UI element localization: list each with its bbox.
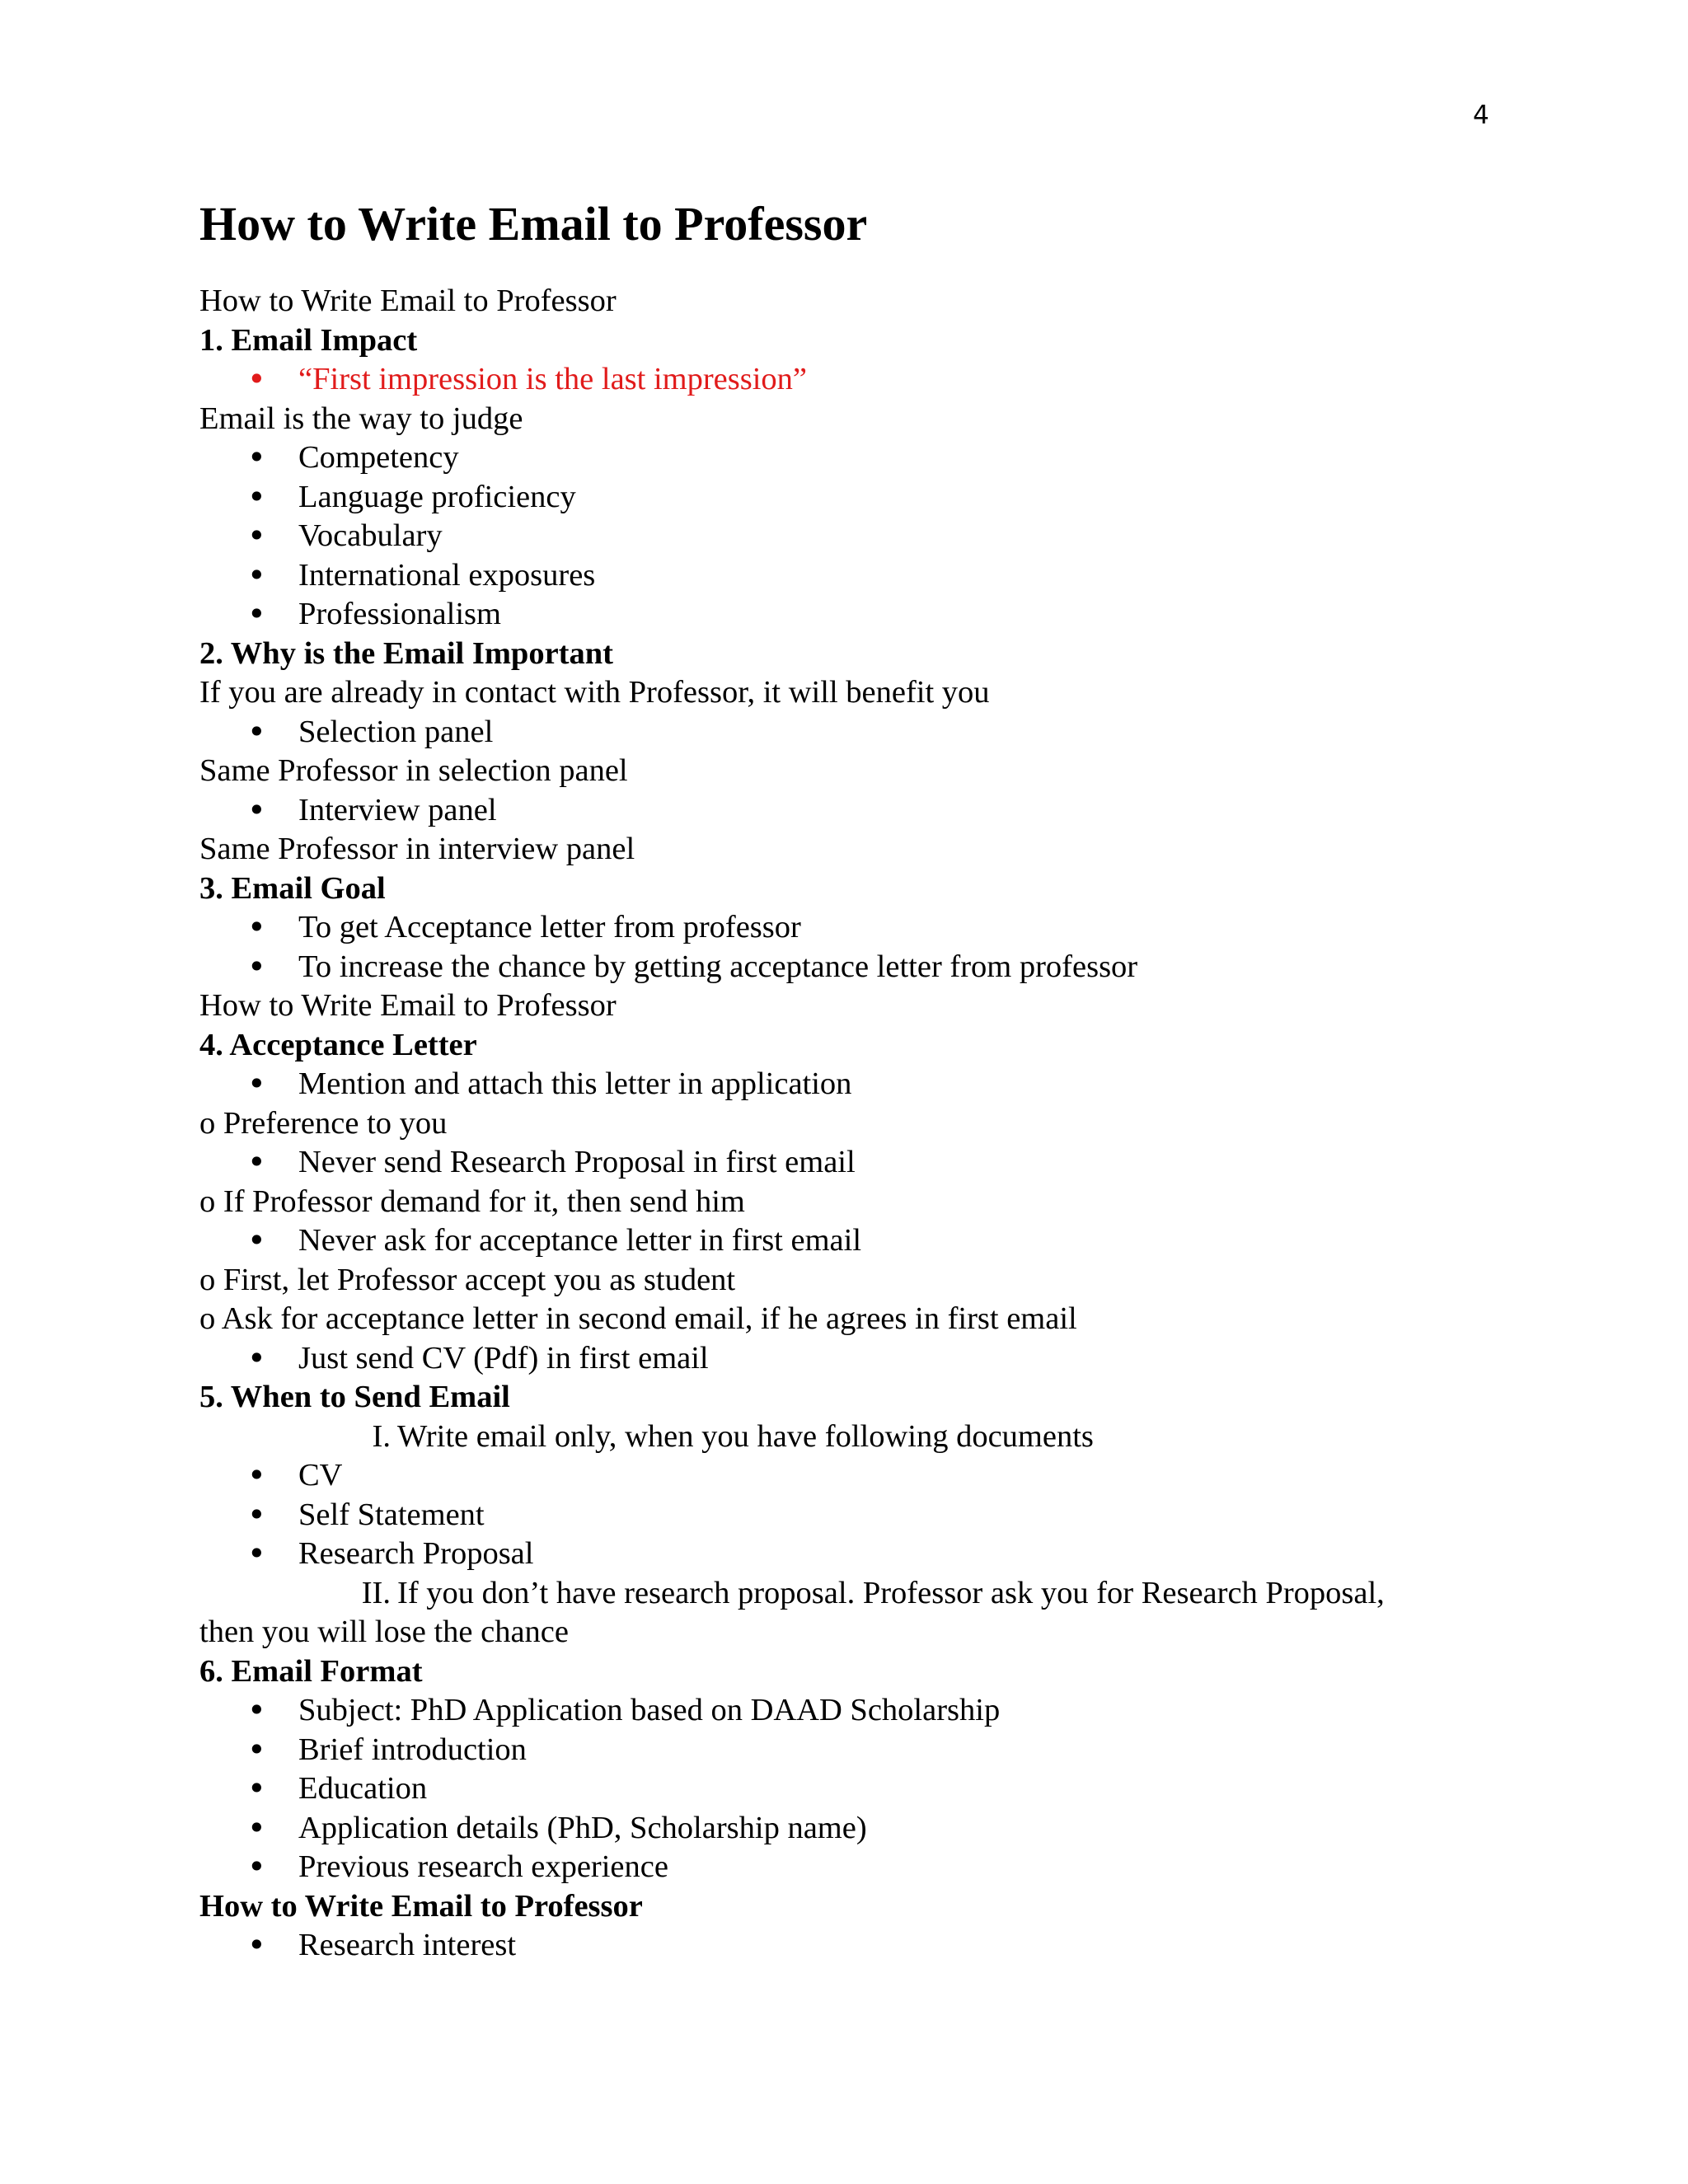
bullet-icon: •	[247, 1457, 266, 1494]
bullet-item	[199, 1143, 1485, 1183]
bullet-item	[199, 948, 1485, 987]
bullet-icon: •	[247, 909, 266, 946]
bullet-item	[199, 791, 1485, 831]
bullet-item-text: Previous research experience	[298, 1849, 668, 1884]
bullet-icon: •	[247, 518, 266, 555]
text-line-text: How to Write Email to Professor	[199, 988, 617, 1023]
bullet-item	[199, 595, 1485, 635]
bullet-item-text: Interview panel	[298, 792, 497, 827]
bullet-icon: •	[247, 596, 266, 633]
bullet-icon: •	[247, 1770, 266, 1807]
bullet-item	[199, 517, 1485, 556]
bullet-item	[199, 1926, 1485, 1966]
bullet-item	[199, 438, 1485, 478]
numbered-item-text: If you don’t have research proposal. Professor ask you for Research Proposal,	[397, 1575, 1385, 1610]
text-line	[199, 673, 1485, 713]
bullet-item	[199, 908, 1485, 948]
bullet-item-text: Competency	[298, 440, 459, 475]
bullet-item-text: Never ask for acceptance letter in first email	[298, 1223, 862, 1258]
bullet-icon: •	[247, 439, 266, 476]
bullet-item-text: Brief introduction	[298, 1732, 527, 1767]
numbered-item	[199, 1574, 1485, 1614]
bullet-item	[199, 1691, 1485, 1731]
section-heading	[199, 321, 1485, 361]
section-heading-text: 3. Email Goal	[199, 870, 386, 906]
bullet-item-text: Never send Research Proposal in first email	[298, 1145, 856, 1179]
bullet-item-text: Just send CV (Pdf) in first email	[298, 1340, 709, 1376]
bullet-item	[199, 1496, 1485, 1535]
bullet-icon: •	[247, 1222, 266, 1259]
text-line	[199, 1183, 1485, 1222]
section-heading-text: 4. Acceptance Letter	[199, 1027, 477, 1062]
bullet-item-text: CV	[298, 1458, 343, 1493]
bullet-item	[199, 1221, 1485, 1261]
bullet-icon: •	[247, 1144, 266, 1181]
numbered-item	[199, 1418, 1485, 1457]
section-heading-text: 1. Email Impact	[199, 322, 418, 358]
bullet-item-text: Language proficiency	[298, 479, 576, 514]
text-line	[199, 830, 1485, 869]
bullet-icon: •	[247, 1535, 266, 1572]
bullet-item-text: To increase the chance by getting acceptance letter from professor	[298, 949, 1138, 984]
bullet-item-text: Vocabulary	[298, 518, 443, 553]
bullet-item-text: Professionalism	[298, 597, 501, 631]
text-line	[199, 1300, 1485, 1339]
bullet-item-text: “First impression is the last impression”	[298, 362, 808, 396]
section-heading-text: How to Write Email to Professor	[199, 1888, 643, 1924]
bullet-icon: •	[247, 556, 266, 594]
section-heading	[199, 869, 1485, 909]
bullet-item	[199, 1731, 1485, 1770]
text-line	[199, 752, 1485, 791]
text-line	[199, 1613, 1485, 1652]
bullet-item	[199, 478, 1485, 518]
bullet-item	[199, 556, 1485, 596]
bullet-item	[199, 713, 1485, 752]
bullet-item-text: Research interest	[298, 1928, 517, 1962]
bullet-item-text: To get Acceptance letter from professor	[298, 910, 801, 944]
section-heading	[199, 1652, 1485, 1692]
bullet-item-text: International exposures	[298, 557, 596, 593]
bullet-item	[199, 1769, 1485, 1809]
page-number: 4	[1473, 101, 1489, 130]
bullet-item	[199, 360, 1485, 400]
bullet-item	[199, 1339, 1485, 1379]
bullet-icon: •	[247, 1339, 266, 1377]
bullet-item-text: Selection panel	[298, 714, 494, 749]
roman-numeral: I.	[372, 1418, 391, 1454]
bullet-icon: •	[247, 791, 266, 829]
text-line	[199, 400, 1485, 439]
text-line-text: then you will lose the chance	[199, 1615, 569, 1649]
section-heading-text: 5. When to Send Email	[199, 1380, 510, 1414]
text-line-text: Email is the way to judge	[199, 401, 523, 436]
text-line	[199, 282, 1485, 321]
text-line-text: o First, let Professor accept you as student	[199, 1262, 736, 1297]
bullet-icon: •	[247, 361, 266, 398]
section-heading	[199, 635, 1485, 674]
bullet-item-text: Self Statement	[298, 1497, 485, 1532]
page-title: How to Write Email to Professor	[199, 197, 868, 251]
numbered-item-text: Write email only, when you have following documents	[397, 1418, 1094, 1454]
text-line-text: o Preference to you	[199, 1105, 448, 1141]
bullet-icon: •	[247, 1731, 266, 1769]
bullet-icon: •	[247, 1927, 266, 1964]
bullet-icon: •	[247, 1066, 266, 1103]
bullet-icon: •	[247, 1496, 266, 1534]
section-heading	[199, 1026, 1485, 1066]
bullet-item-text: Mention and attach this letter in application	[298, 1066, 852, 1101]
section-heading	[199, 1378, 1485, 1418]
bullet-icon: •	[247, 713, 266, 751]
document-body	[199, 282, 1485, 1966]
section-heading-text: 2. Why is the Email Important	[199, 635, 613, 671]
text-line-text: o Ask for acceptance letter in second email, if he agrees in first email	[199, 1301, 1077, 1336]
bullet-item	[199, 1456, 1485, 1496]
text-line-text: How to Write Email to Professor	[199, 284, 617, 318]
text-line	[199, 987, 1485, 1026]
bullet-icon: •	[247, 1809, 266, 1847]
bullet-icon: •	[247, 478, 266, 516]
bullet-item	[199, 1065, 1485, 1104]
bullet-icon: •	[247, 948, 266, 986]
text-line	[199, 1104, 1485, 1144]
text-line-text: If you are already in contact with Professor, it will benefit you	[199, 675, 990, 710]
roman-numeral: II.	[361, 1575, 391, 1610]
bullet-item	[199, 1848, 1485, 1887]
text-line	[199, 1261, 1485, 1301]
text-line-text: Same Professor in interview panel	[199, 832, 635, 866]
bullet-item	[199, 1535, 1485, 1574]
section-heading-text: 6. Email Format	[199, 1653, 423, 1689]
bullet-icon: •	[247, 1692, 266, 1729]
bullet-item-text: Application details (PhD, Scholarship name)	[298, 1810, 867, 1845]
bullet-item-text: Education	[298, 1771, 428, 1806]
text-line-text: Same Professor in selection panel	[199, 753, 628, 788]
text-line-text: o If Professor demand for it, then send him	[199, 1183, 745, 1219]
section-heading	[199, 1887, 1485, 1927]
bullet-item-text: Subject: PhD Application based on DAAD Scholarship	[298, 1693, 1001, 1727]
bullet-icon: •	[247, 1849, 266, 1886]
bullet-item	[199, 1809, 1485, 1849]
bullet-item-text: Research Proposal	[298, 1536, 534, 1571]
